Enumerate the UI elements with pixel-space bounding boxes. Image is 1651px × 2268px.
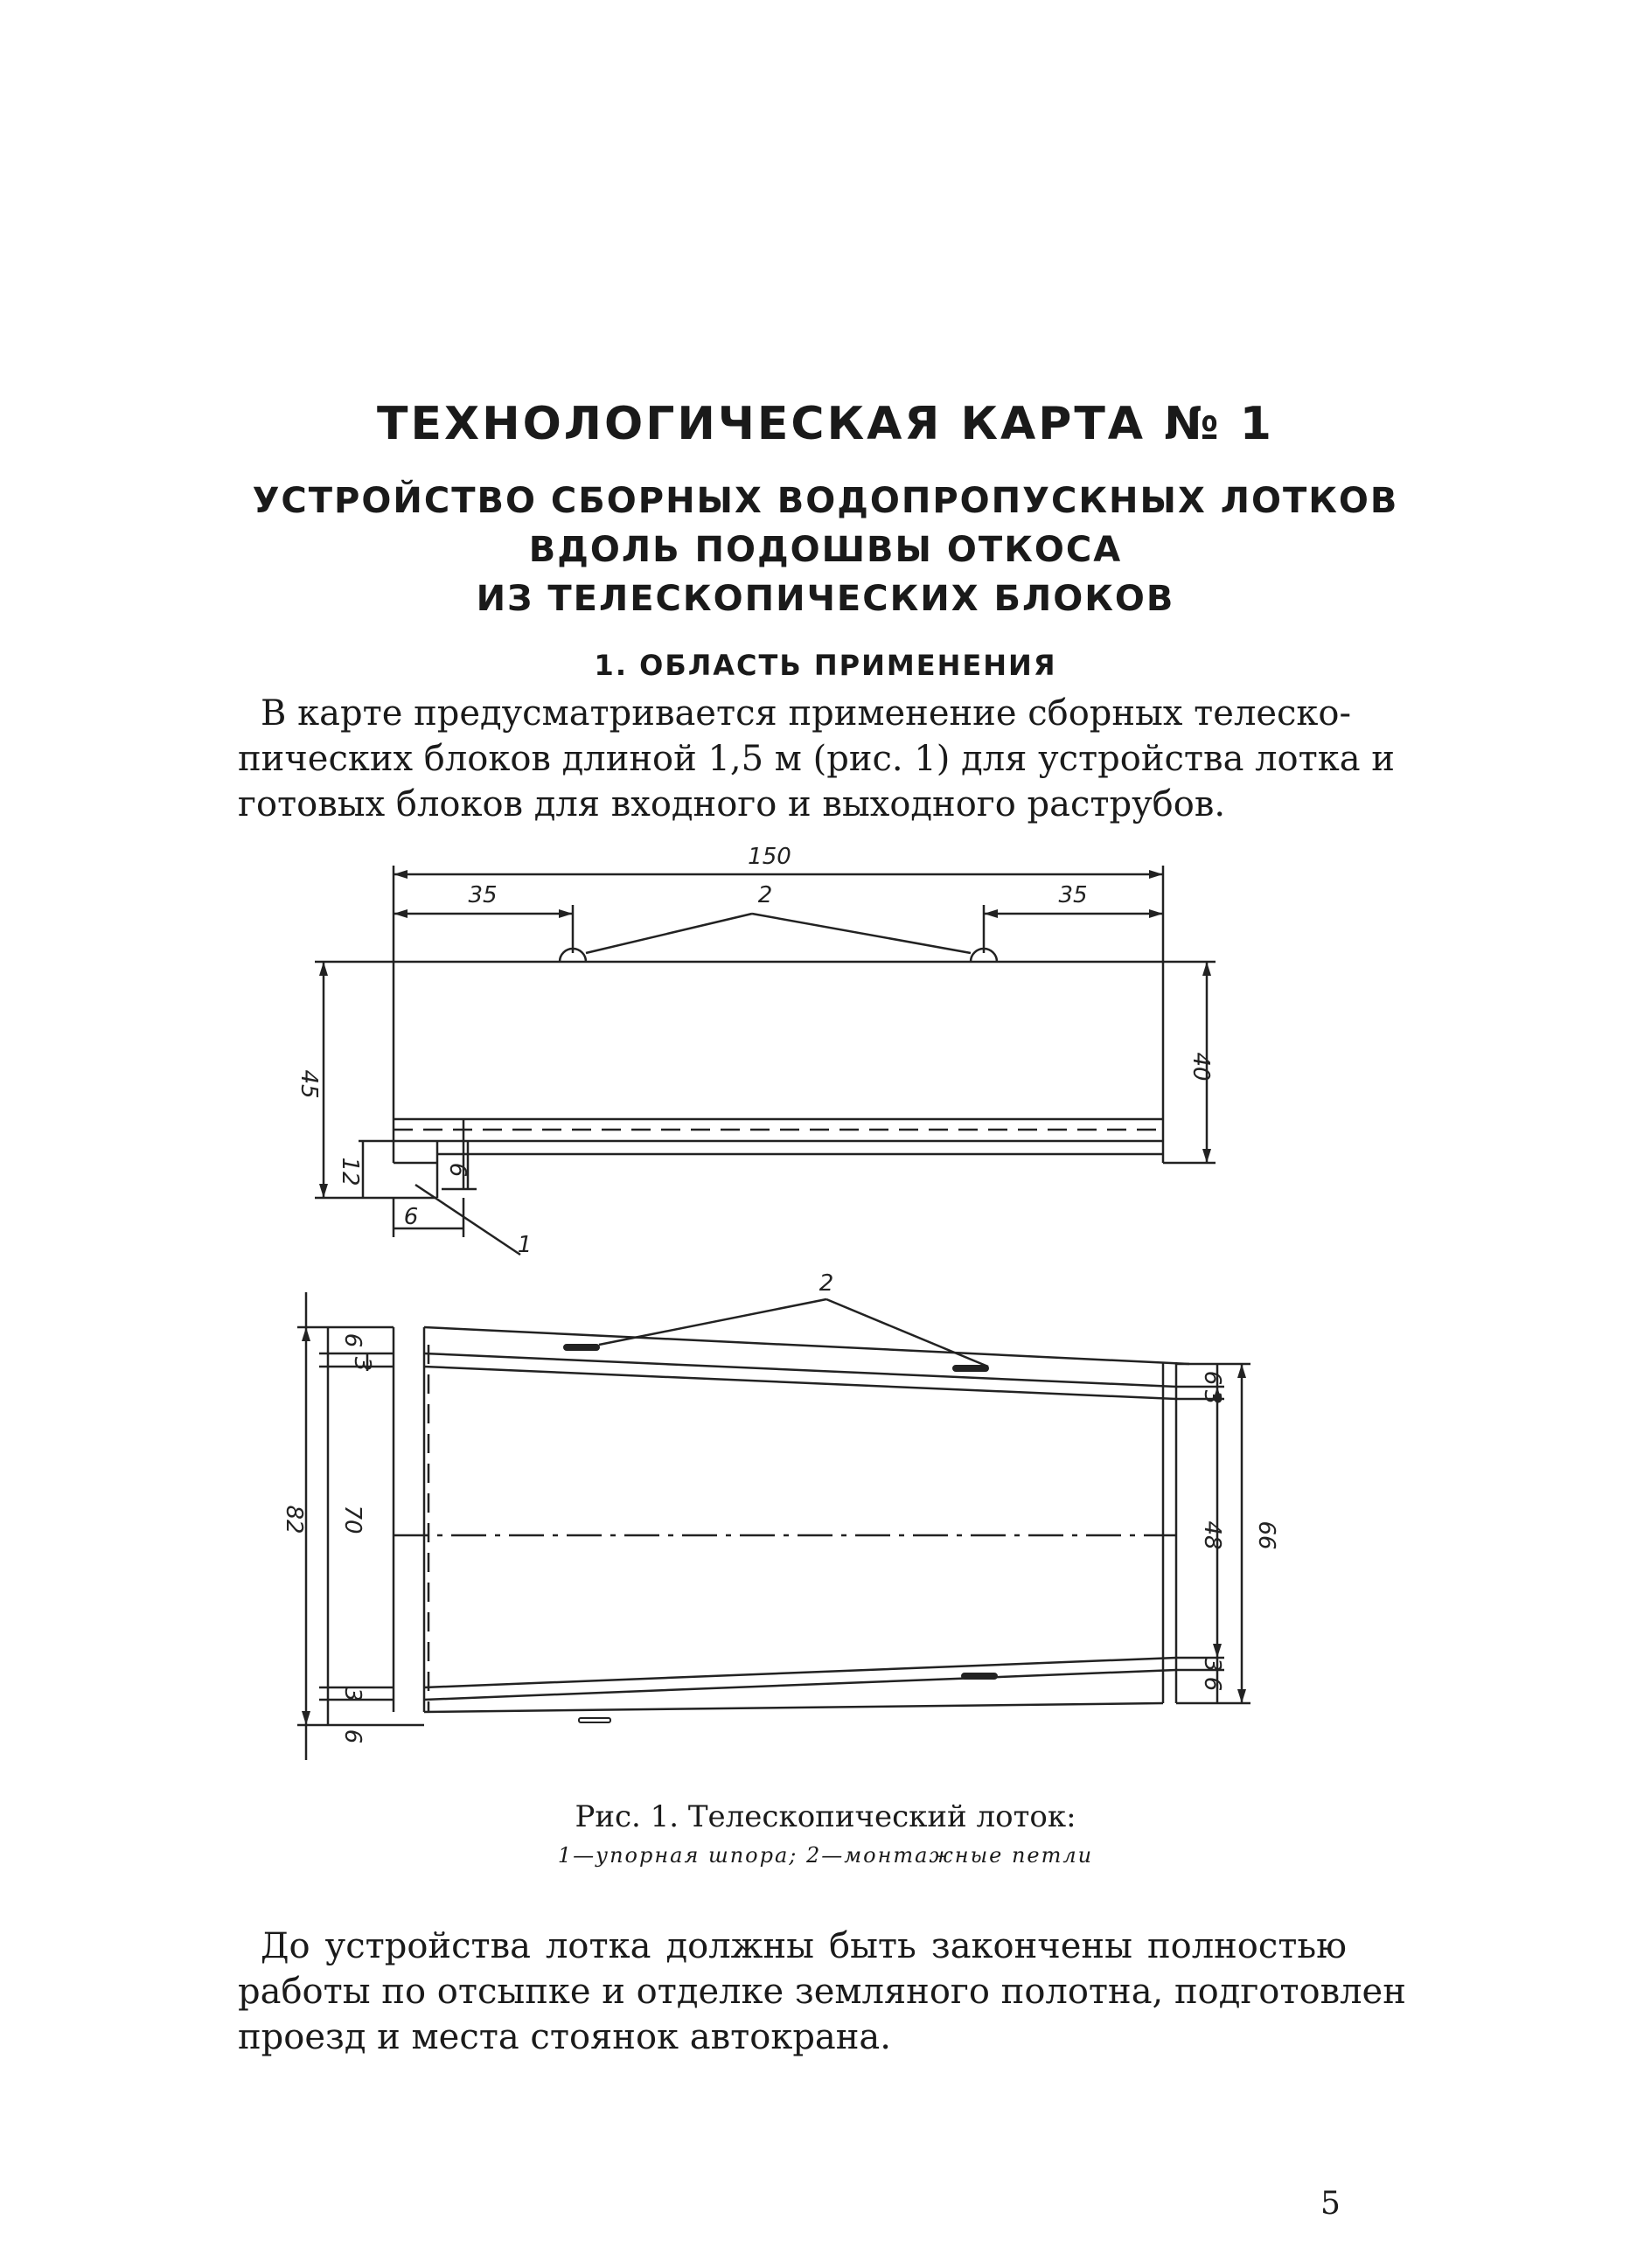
paragraph-scope: [238, 691, 1395, 827]
dim-bottom-left-small-label: 3: [339, 1687, 366, 1702]
document-subtitle-line-1: УСТРОЙСТВО СБОРНЫХ ВОДОПРОПУСКНЫХ ЛОТКОВ: [252, 481, 1399, 521]
paragraph-line: пических блоков длиной 1,5 м (рис. 1) для устройства лотка и: [238, 739, 1395, 779]
paragraph-line: До устройства лотка должны быть закончены полностью: [261, 1926, 1347, 1966]
dim-top-left-label: 6: [339, 1332, 366, 1348]
dim-bottom-right-small-label: 3: [1199, 1657, 1225, 1673]
figure-legend: 1—упорная шпора; 2—монтажные петли: [557, 1843, 1094, 1868]
dim-total-left-label: 82: [281, 1505, 307, 1534]
figure-caption: Рис. 1. Телескопический лоток:: [575, 1799, 1076, 1834]
dim-total-right-label: 66: [1253, 1520, 1279, 1550]
dim-top-right-small-label: 3: [1199, 1389, 1225, 1405]
dim-bottom-right-label: 6: [1199, 1676, 1225, 1692]
dim-bottom-left-label: 6: [339, 1729, 366, 1744]
dim-spur-height-label: 12: [337, 1157, 363, 1186]
section-heading: 1. ОБЛАСТЬ ПРИМЕНЕНИЯ: [594, 649, 1057, 682]
document-subtitle-line-2: ВДОЛЬ ПОДОШВЫ ОТКОСА: [528, 530, 1123, 570]
dim-inner-left-label: 70: [339, 1505, 366, 1534]
dim-length-label: 150: [748, 844, 791, 870]
dim-inner-right-label: 48: [1199, 1520, 1225, 1550]
paragraph-line: В карте предусматривается применение сборных телеско-: [261, 693, 1352, 734]
paragraph-line: работы по отсыпке и отделке земляного полотна, подготовлен: [238, 1972, 1406, 2012]
paragraph-line: готовых блоков для входного и выходного раструбов.: [238, 784, 1226, 824]
dim-top-left-small-label: 3: [349, 1356, 375, 1372]
plan-loops-label: 2: [819, 1270, 834, 1297]
paragraph-preparation: [238, 1924, 1406, 2060]
dim-spur-width-label: 6: [403, 1204, 419, 1230]
dim-right-loop-label: 35: [1058, 882, 1088, 908]
loops-label: 2: [757, 882, 773, 908]
document-subtitle-line-3: ИЗ ТЕЛЕСКОПИЧЕСКИХ БЛОКОВ: [476, 579, 1175, 619]
dim-height-left-label: 45: [296, 1069, 322, 1099]
figure-side-view: [262, 839, 1250, 1258]
dim-height-right-label: 40: [1188, 1052, 1214, 1082]
dim-spur-inner-label: 6: [444, 1162, 470, 1178]
figure-plan-view: [262, 1257, 1279, 1773]
dim-left-loop-label: 35: [468, 882, 498, 908]
document-title: ТЕХНОЛОГИЧЕСКАЯ КАРТА № 1: [377, 398, 1274, 450]
spur-label: 1: [517, 1232, 533, 1258]
page-number: 5: [1320, 2186, 1341, 2222]
dim-top-right-label: 6: [1199, 1370, 1225, 1386]
paragraph-line: проезд и места стоянок автокрана.: [238, 2017, 891, 2057]
